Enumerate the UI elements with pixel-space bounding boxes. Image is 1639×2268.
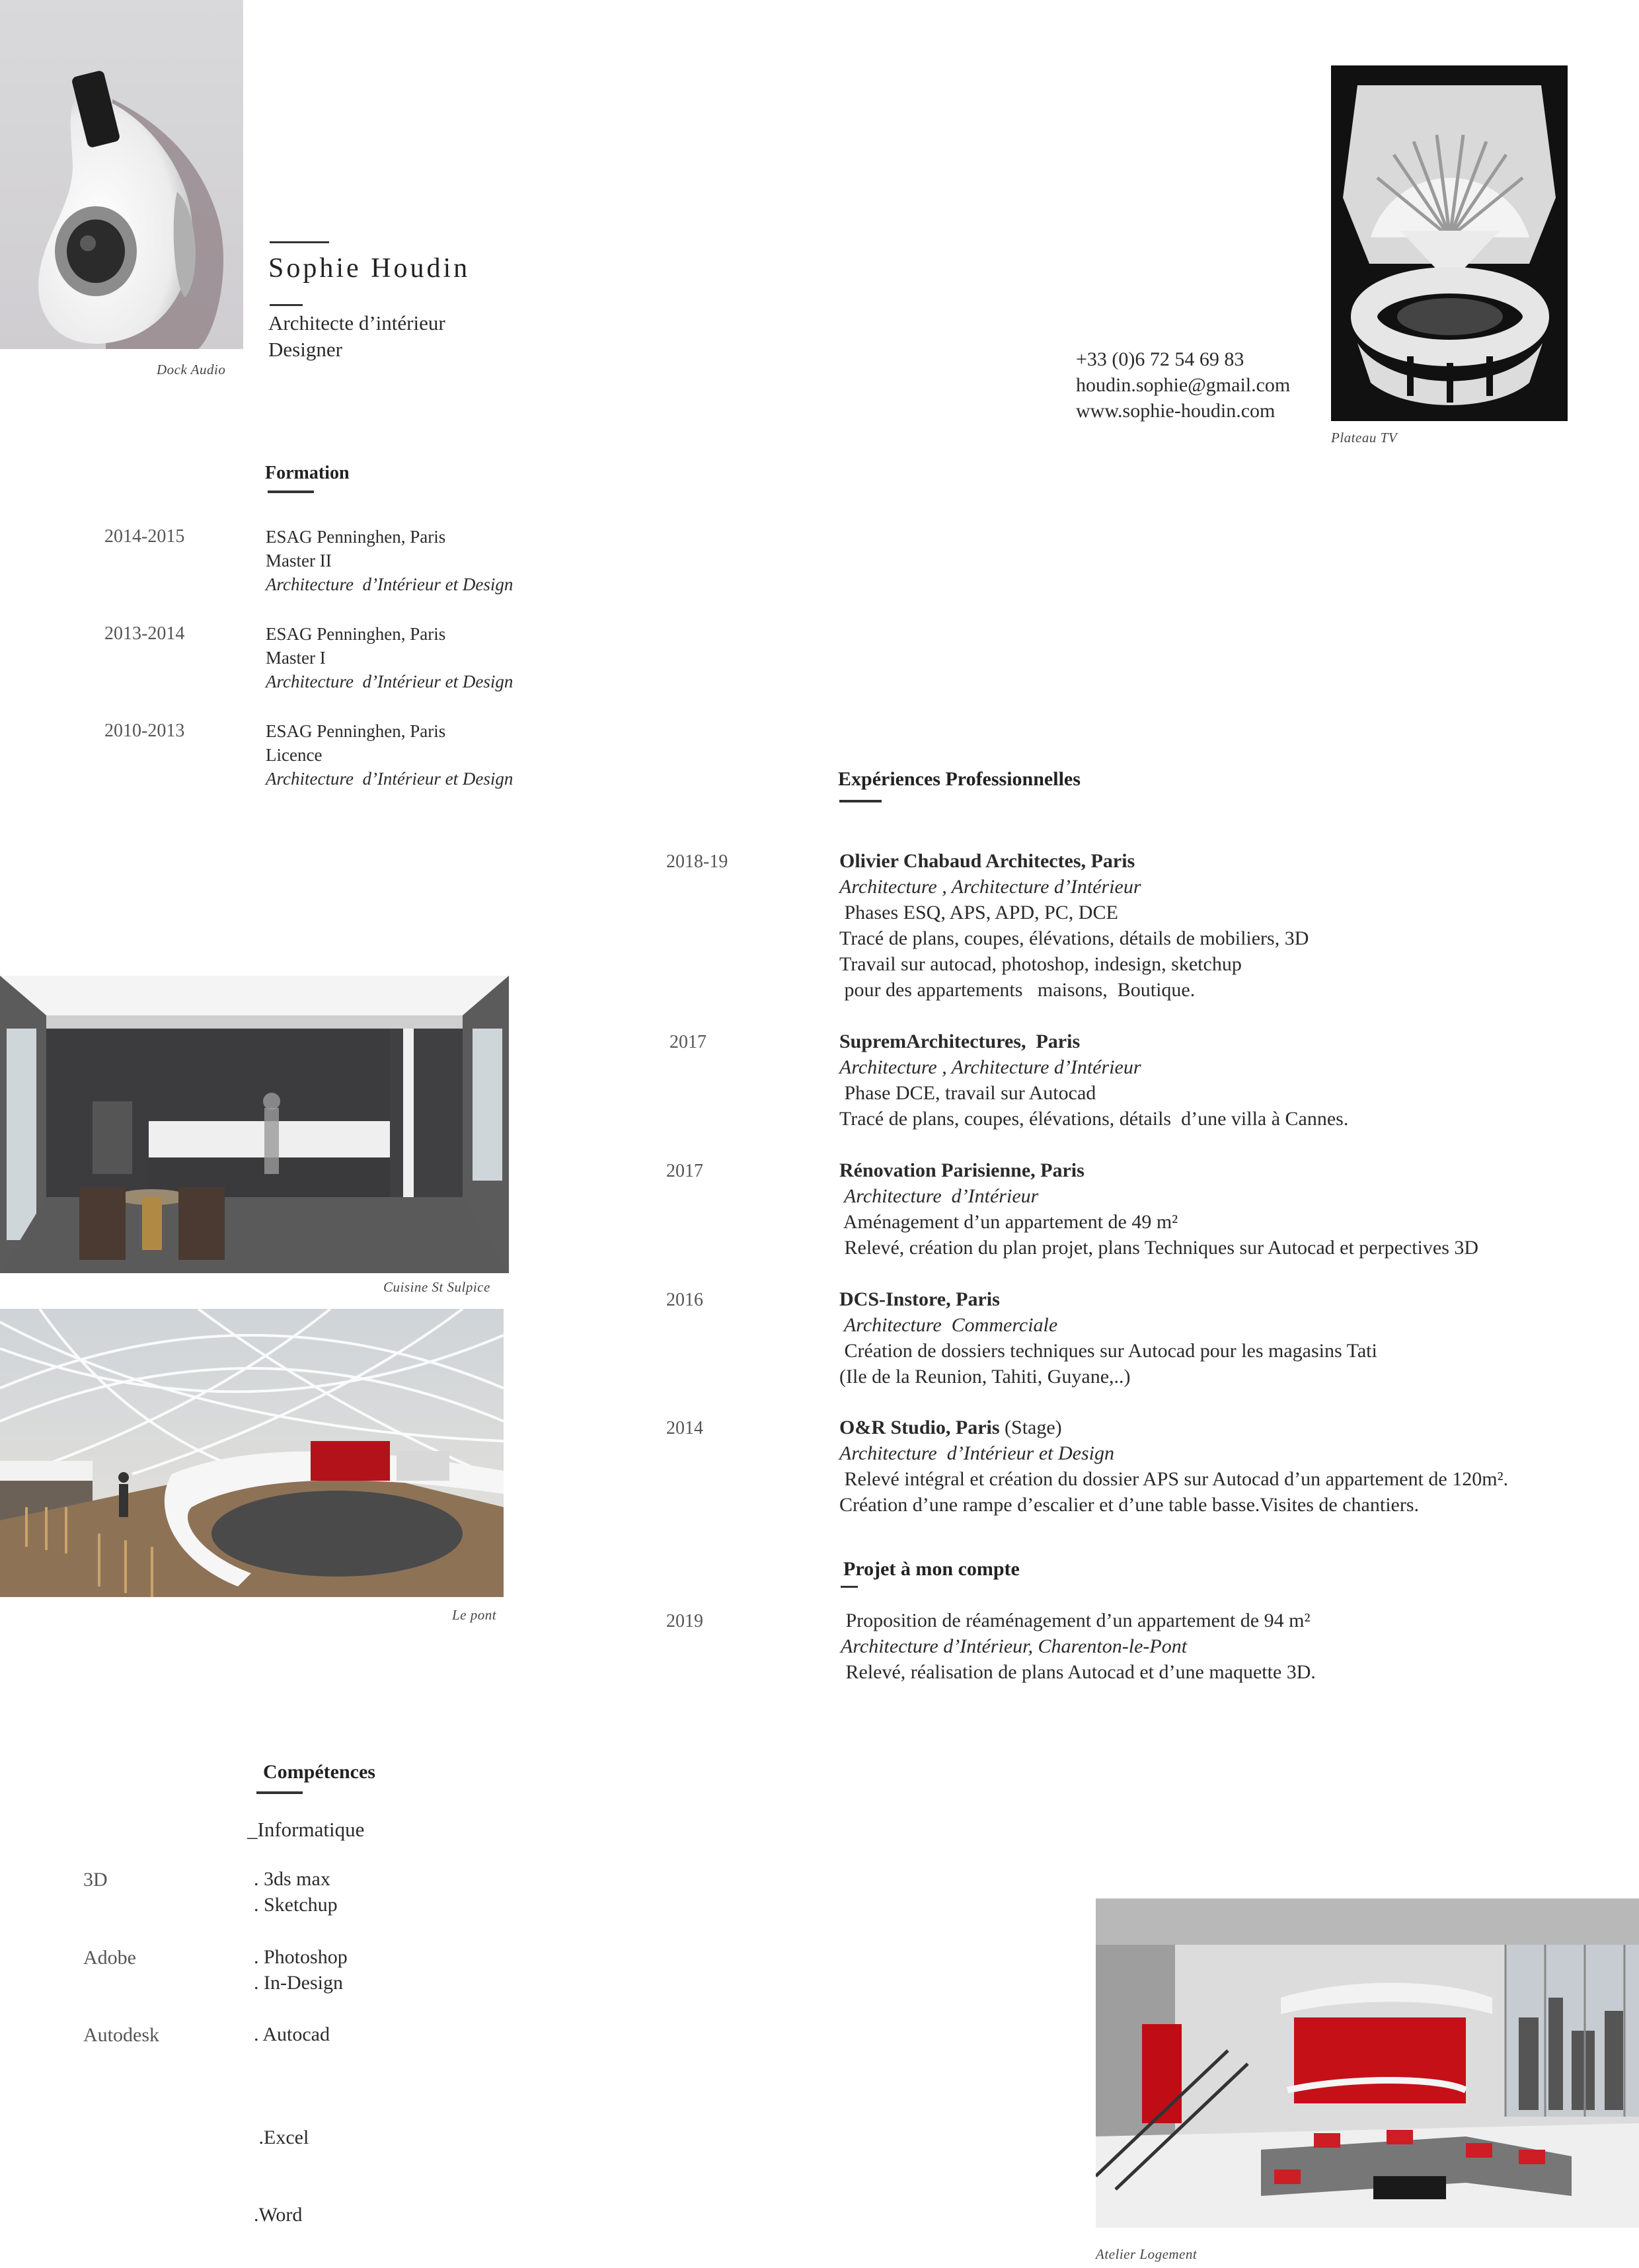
formation-year: 2013-2014 bbox=[104, 623, 185, 644]
competences-rule bbox=[256, 1791, 303, 1794]
job-title bbox=[268, 310, 445, 363]
formation-field: Architecture d’Intérieur et Design bbox=[266, 574, 514, 594]
experience-line: Création de dossiers techniques sur Autocad pour les magasins Tati bbox=[839, 1340, 1377, 1362]
experience-field: Architecture d’Intérieur et Design bbox=[839, 1442, 1114, 1464]
skill-item: . Sketchup bbox=[254, 1894, 338, 1916]
experience-company bbox=[839, 848, 1309, 874]
experience-line: Tracé de plans, coupes, élévations, détails d’une villa à Cannes. bbox=[839, 1108, 1349, 1130]
formation-entry bbox=[266, 622, 513, 693]
projet-entry bbox=[841, 1608, 1316, 1685]
experiences-rule bbox=[839, 800, 882, 802]
name-rule bbox=[270, 241, 329, 243]
title-rule bbox=[270, 304, 303, 306]
experience-field: Architecture , Architecture d’Intérieur bbox=[839, 876, 1141, 898]
skill-list bbox=[254, 2021, 330, 2047]
projet-year: 2019 bbox=[666, 1611, 703, 1631]
formation-year: 2010-2013 bbox=[104, 721, 185, 741]
formation-year: 2014-2015 bbox=[104, 526, 185, 547]
formation-heading: Formation bbox=[265, 463, 350, 483]
experience-year: 2017 bbox=[666, 1161, 703, 1181]
experience-company bbox=[839, 1029, 1348, 1054]
experience-line: Phase DCE, travail sur Autocad bbox=[839, 1082, 1096, 1104]
experience-entry bbox=[839, 1415, 1508, 1518]
projet-field: Architecture d’Intérieur, Charenton-le-Pont bbox=[841, 1635, 1188, 1657]
skill-category: Adobe bbox=[83, 1947, 136, 1969]
formation-degree: Licence bbox=[266, 745, 323, 765]
experience-line: Relevé, création du plan projet, plans Techniques sur Autocad et perpectives 3D bbox=[839, 1237, 1479, 1259]
skill-item: . Photoshop bbox=[254, 1946, 348, 1968]
job-title-line2: Designer bbox=[268, 338, 342, 361]
skill-list bbox=[254, 1944, 348, 1996]
dock-audio-image bbox=[0, 0, 243, 349]
experience-line: Phases ESQ, APS, APD, PC, DCE bbox=[839, 902, 1118, 923]
competences-heading: Compétences bbox=[263, 1761, 375, 1783]
formation-degree: Master I bbox=[266, 648, 326, 668]
experience-entry bbox=[839, 848, 1309, 1003]
projet-rule bbox=[841, 1586, 858, 1588]
skill-list bbox=[254, 2073, 309, 2253]
formation-degree: Master II bbox=[266, 551, 332, 570]
cuisine-image bbox=[0, 976, 509, 1273]
skill-item: . 3ds max bbox=[254, 1868, 330, 1890]
projet-title: Proposition de réaménagement d’un appartement de 94 m² bbox=[841, 1610, 1311, 1631]
plateau-tv-caption: Plateau TV bbox=[1331, 430, 1398, 446]
experience-entry bbox=[839, 1286, 1377, 1389]
projet-line: Relevé, réalisation de plans Autocad et d’une maquette 3D. bbox=[841, 1661, 1316, 1683]
person-name: Sophie Houdin bbox=[268, 253, 471, 284]
skill-item: . In-Design bbox=[254, 1972, 343, 1994]
experience-line: pour des appartements maisons, Boutique. bbox=[839, 979, 1196, 1001]
formation-entry bbox=[266, 525, 513, 596]
experience-entry bbox=[839, 1029, 1348, 1132]
atelier-logement-caption: Atelier Logement bbox=[1096, 2246, 1198, 2262]
company-name: O&R Studio, Paris bbox=[839, 1417, 1000, 1438]
formation-school: ESAG Penninghen, Paris bbox=[266, 527, 446, 547]
company-name: DCS-Instore, Paris bbox=[839, 1288, 1000, 1310]
experiences-heading: Expériences Professionnelles bbox=[838, 768, 1081, 790]
dock-audio-caption: Dock Audio bbox=[157, 362, 226, 377]
formation-school: ESAG Penninghen, Paris bbox=[266, 624, 446, 644]
experience-year: 2017 bbox=[669, 1032, 706, 1052]
experience-line: Tracé de plans, coupes, élévations, détails de mobiliers, 3D bbox=[839, 927, 1309, 949]
experience-year: 2014 bbox=[666, 1418, 703, 1438]
experience-field: Architecture d’Intérieur bbox=[839, 1185, 1039, 1207]
experience-line: Travail sur autocad, photoshop, indesign, sketchup bbox=[839, 953, 1242, 975]
contact-phone: +33 (0)6 72 54 69 83 bbox=[1076, 348, 1244, 370]
skill-list bbox=[254, 1866, 338, 1918]
experience-company bbox=[839, 1157, 1478, 1183]
experience-field: Architecture , Architecture d’Intérieur bbox=[839, 1056, 1141, 1078]
skill-category: 3D bbox=[83, 1869, 108, 1891]
contact-website[interactable]: www.sophie-houdin.com bbox=[1076, 400, 1276, 422]
le-pont-image bbox=[0, 1309, 504, 1597]
plateau-tv-image bbox=[1331, 65, 1568, 421]
skill-item: . Autocad bbox=[254, 2023, 330, 2045]
formation-field: Architecture d’Intérieur et Design bbox=[266, 672, 514, 691]
skill-item: .Excel bbox=[254, 2127, 309, 2148]
experience-line: Aménagement d’un appartement de 49 m² bbox=[839, 1211, 1178, 1233]
experience-line: Création d’une rampe d’escalier et d’une table basse.Visites de chantiers. bbox=[839, 1494, 1420, 1516]
competences-subheading: _Informatique bbox=[247, 1818, 365, 1841]
experience-line: Relevé intégral et création du dossier APS sur Autocad d’un appartement de 120m². bbox=[839, 1468, 1509, 1490]
formation-rule bbox=[268, 490, 314, 493]
formation-school: ESAG Penninghen, Paris bbox=[266, 721, 446, 741]
contact-email[interactable]: houdin.sophie@gmail.com bbox=[1076, 374, 1291, 396]
experience-year: 2016 bbox=[666, 1290, 703, 1310]
atelier-logement-image bbox=[1096, 1898, 1639, 2228]
experience-field: Architecture Commerciale bbox=[839, 1314, 1058, 1336]
formation-field: Architecture d’Intérieur et Design bbox=[266, 769, 514, 789]
job-title-line1: Architecte d’intérieur bbox=[268, 311, 445, 334]
skill-item: .Word bbox=[254, 2204, 303, 2226]
le-pont-caption: Le pont bbox=[452, 1607, 497, 1623]
experience-year: 2018-19 bbox=[666, 851, 728, 872]
contact-block bbox=[1076, 346, 1290, 424]
formation-entry bbox=[266, 719, 513, 791]
experience-line: (Ile de la Reunion, Tahiti, Guyane,..) bbox=[839, 1366, 1131, 1388]
company-name: Olivier Chabaud Architectes, Paris bbox=[839, 850, 1135, 872]
projet-heading: Projet à mon compte bbox=[843, 1558, 1020, 1580]
experience-company bbox=[839, 1415, 1508, 1440]
company-suffix: (Stage) bbox=[999, 1417, 1062, 1438]
company-name: Rénovation Parisienne, Paris bbox=[839, 1159, 1085, 1181]
company-name: SupremArchitectures, Paris bbox=[839, 1031, 1081, 1052]
experience-company bbox=[839, 1286, 1377, 1312]
skill-category: Autodesk bbox=[83, 2024, 159, 2046]
cuisine-caption: Cuisine St Sulpice bbox=[383, 1279, 490, 1295]
experience-entry bbox=[839, 1157, 1478, 1261]
